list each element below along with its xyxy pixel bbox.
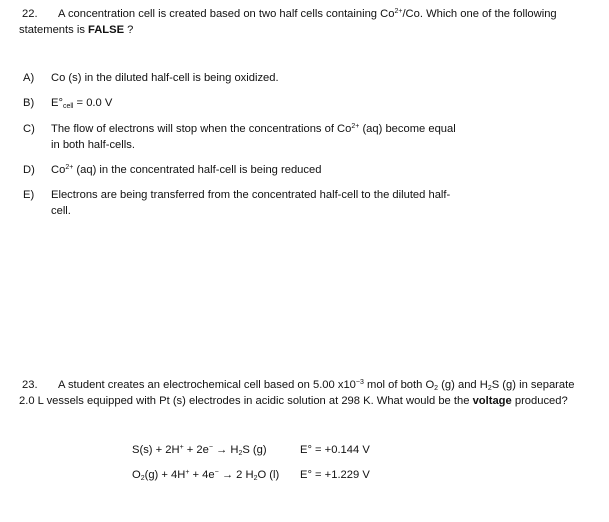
option-letter: B) [23, 97, 35, 109]
option-e[interactable] [0, 187, 609, 219]
half-reaction-1: $S(s) + 2H^+ + 2e^- \to H_2S$ (g) [132, 444, 267, 457]
option-text: Electrons are being transferred from the concentrated half-cell to the diluted half- [51, 189, 451, 201]
question-22 [22, 6, 557, 22]
reduction-potential-2: E° = +1.229 V [300, 469, 370, 481]
option-letter: C) [23, 123, 35, 135]
reduction-potential-1: E° = +0.144 V [300, 444, 370, 456]
option-text: $E^\circ_{cell} = 0.0$ V [51, 97, 113, 110]
question-text: A concentration cell is created based on two half cells containing $Co^{2+}/Co$. Which one of the following [58, 8, 557, 20]
half-reaction-2: $O_2(g) + 4H^+ + 4e^- \to 2$ $H_2O$ (l) [132, 469, 280, 482]
option-letter: E) [23, 189, 35, 201]
option-text: Co (s) in the diluted half-cell is being oxidized. [51, 72, 279, 84]
option-a[interactable] [0, 70, 609, 86]
emphasis-false: FALSE [88, 24, 125, 36]
question-23 [22, 377, 574, 393]
option-letter: D) [23, 164, 35, 176]
option-text-line2: cell. [51, 205, 71, 217]
option-d[interactable] [0, 162, 609, 178]
question-text: A student creates an electrochemical cell based on 5.00 $x10^{-3}$ mol of both $O_2$ (g) and $H_2S$ (g) in separate [58, 379, 575, 392]
question-23-line2: 2.0 L vessels equipped with Pt (s) electrodes in acidic solution at 298 K. What would be the voltage produced? [19, 395, 568, 407]
option-letter: A) [23, 72, 35, 84]
option-b[interactable] [0, 95, 609, 111]
option-text: $Co^{2+}$ (aq) in the concentrated half-cell is being reduced [51, 164, 322, 176]
question-number: 22. [22, 8, 38, 20]
question-22-line2: statements is FALSE ? [19, 24, 134, 36]
question-number: 23. [22, 379, 38, 391]
option-text: The flow of electrons will stop when the concentrations of $Co^{2+}$ (aq) become equal [51, 123, 456, 135]
option-text-line2: in both half-cells. [51, 139, 135, 151]
option-c[interactable] [0, 121, 609, 153]
emphasis-voltage: voltage [472, 395, 512, 407]
